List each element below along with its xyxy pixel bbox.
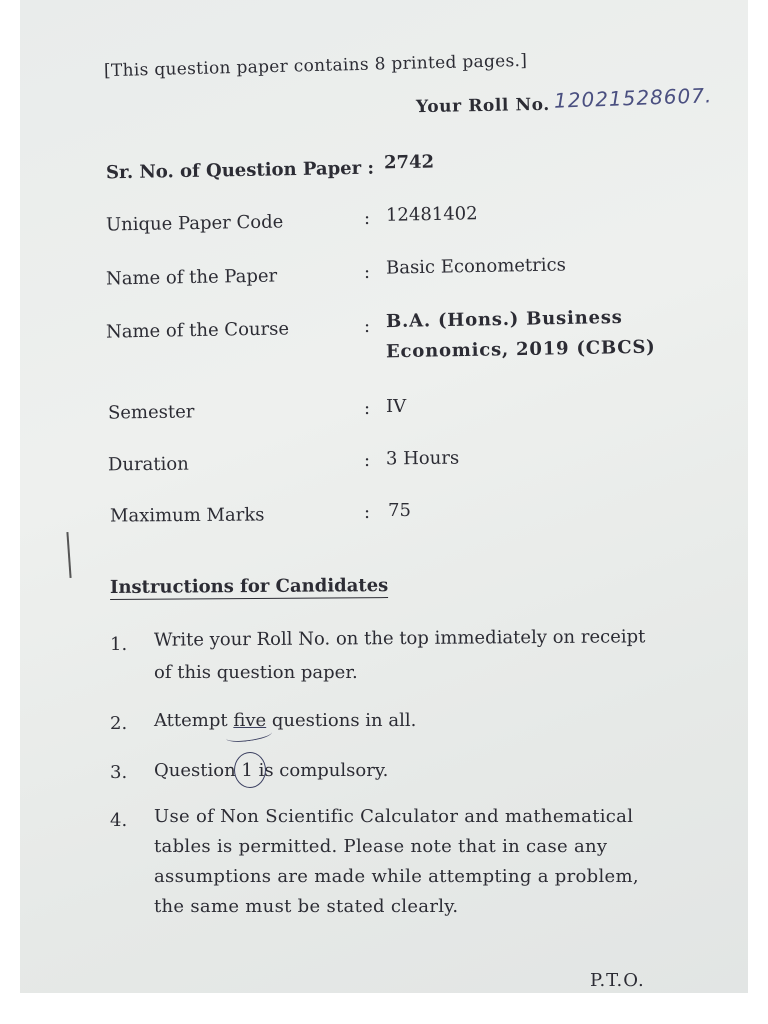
instruction-3-post: is compulsory. [252,760,389,781]
detail-label-paper-name: Name of the Paper [105,265,278,290]
detail-value-max-marks: 75 [388,500,411,521]
pages-note: [This question paper contains 8 printed pages.] [103,50,528,82]
instruction-2-pre: Attempt [154,710,234,731]
colon: : [364,450,371,471]
margin-mark [66,532,71,578]
colon: : [364,208,371,229]
instruction-3 [154,760,388,781]
colon: : [364,262,371,283]
instruction-1-line-1: Write your Roll No. on the top immediately on receipt [153,626,646,651]
instruction-num-2: 2. [110,713,128,734]
instruction-2-emph: five [233,710,267,731]
detail-label-semester: Semester [107,401,195,424]
detail-label-course: Name of the Course [105,318,290,343]
colon: : [364,502,371,523]
question-paper-page [20,0,748,993]
instructions-heading-text: Instructions for Candidates [109,575,389,598]
detail-label-serial: Sr. No. of Question Paper : [105,157,375,184]
roll-no-label: Your Roll No. [415,94,551,118]
pto-label: P.T.O. [590,970,645,991]
instruction-4-line-1: Use of Non Scientific Calculator and mathematical [154,806,634,827]
colon: : [364,316,371,337]
detail-value-serial: 2742 [383,151,435,174]
instruction-2-post: questions in all. [266,710,417,731]
instruction-1-line-2: of this question paper. [154,662,358,683]
roll-no-handwritten: 12021528607. [553,83,713,113]
detail-value-duration: 3 Hours [385,447,460,470]
detail-value-semester: IV [386,396,407,417]
instructions-heading [110,575,388,598]
pen-circle-mark [234,752,266,788]
instruction-3-pre: Question [154,760,242,781]
detail-value-paper-name: Basic Econometrics [385,254,567,279]
detail-value-course-line2: Economics, 2019 (CBCS) [385,336,656,363]
detail-label-duration: Duration [107,453,189,476]
detail-label-paper-code: Unique Paper Code [105,211,284,236]
detail-value-course-line1: B.A. (Hons.) Business [385,306,623,333]
instruction-4-line-4: the same must be stated clearly. [154,896,459,917]
instruction-4-line-2: tables is permitted. Please note that in case any [154,836,608,857]
instruction-3-emph: 1 [241,760,253,781]
colon: : [364,398,371,419]
instruction-num-4: 4. [110,810,128,831]
detail-label-max-marks: Maximum Marks [109,504,265,527]
instruction-num-3: 3. [110,762,128,783]
instruction-4-line-3: assumptions are made while attempting a problem, [154,866,639,887]
detail-value-paper-code: 12481402 [385,203,478,226]
instruction-2 [154,710,416,731]
instruction-num-1: 1. [110,634,128,655]
